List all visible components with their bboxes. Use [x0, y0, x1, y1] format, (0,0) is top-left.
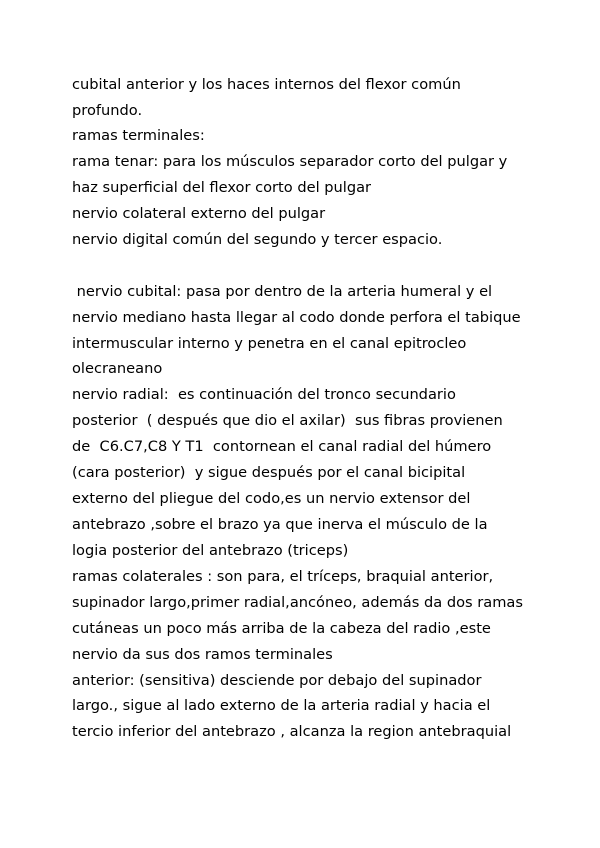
text-line: (cara posterior) y sigue después por el canal bicipital — [72, 464, 466, 481]
text-line: ramas terminales: — [72, 127, 205, 144]
text-line: haz superficial del flexor corto del pulgar — [72, 179, 372, 196]
text-line: cutáneas un poco más arriba de la cabeza del radio ,este — [72, 620, 491, 637]
text-line: anterior: (sensitiva) desciende por debajo del supinador — [72, 672, 482, 689]
text-line: nervio da sus dos ramos terminales — [72, 646, 333, 663]
text-line: nervio colateral externo del pulgar — [72, 205, 326, 222]
text-line: antebrazo ,sobre el brazo ya que inerva el músculo de la — [72, 516, 488, 533]
text-line: supinador largo,primer radial,ancóneo, además da dos ramas — [72, 594, 523, 611]
text-line: de C6.C7,C8 Y T1 contornean el canal radial del húmero — [72, 438, 492, 455]
text-line: cubital anterior y los haces internos del flexor común — [72, 76, 461, 93]
text-line: olecraneano — [72, 360, 163, 377]
text-line: tercio inferior del antebrazo , alcanza la region antebraquial — [72, 723, 512, 740]
text-line: nervio digital común del segundo y tercer espacio. — [72, 231, 443, 248]
text-line: rama tenar: para los músculos separador corto del pulgar y — [72, 153, 508, 170]
text-line: externo del pliegue del codo,es un nervio extensor del — [72, 490, 471, 507]
text-line: profundo. — [72, 102, 143, 119]
text-line: nervio mediano hasta llegar al codo donde perfora el tabique — [72, 309, 521, 326]
text-line: ramas colaterales : son para, el tríceps, braquial anterior, — [72, 568, 494, 585]
text-line: nervio cubital: pasa por dentro de la arteria humeral y el — [72, 283, 493, 300]
text-line: intermuscular interno y penetra en el canal epitrocleo — [72, 335, 467, 352]
text-line: largo., sigue al lado externo de la arteria radial y hacia el — [72, 697, 491, 714]
text-line: nervio radial: es continuación del tronco secundario — [72, 386, 456, 403]
text-line: posterior ( después que dio el axilar) sus fibras provienen — [72, 412, 503, 429]
text-line: logia posterior del antebrazo (triceps) — [72, 542, 349, 559]
